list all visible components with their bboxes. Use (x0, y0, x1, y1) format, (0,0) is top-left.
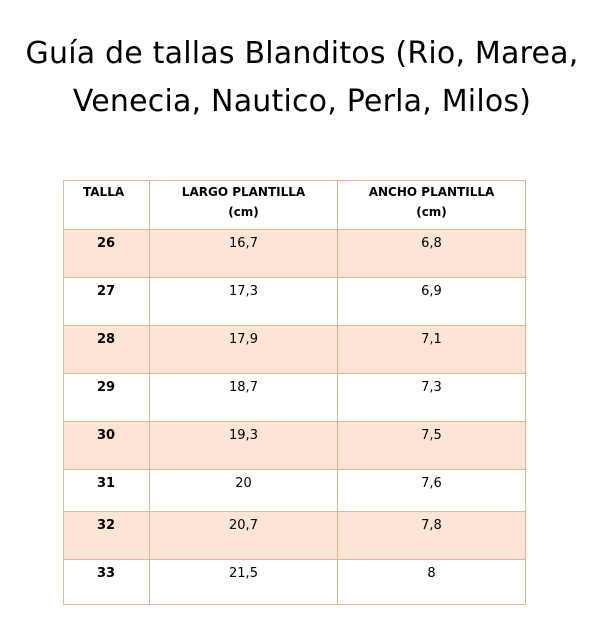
cell-talla: 30 (64, 422, 150, 470)
table-row (64, 560, 526, 605)
header-largo (150, 181, 338, 230)
table-row (64, 278, 526, 326)
cell-largo: 19,3 (150, 422, 338, 470)
cell-largo: 20,7 (150, 512, 338, 560)
cell-talla: 27 (64, 278, 150, 326)
header-ancho-label: ANCHO PLANTILLA (368, 185, 495, 199)
header-talla: TALLA (64, 181, 150, 230)
cell-talla: 29 (64, 374, 150, 422)
table-row (64, 374, 526, 422)
cell-ancho: 8 (338, 560, 526, 605)
size-guide-table (63, 180, 526, 605)
cell-ancho: 6,8 (338, 230, 526, 278)
table-header-row (64, 181, 526, 230)
cell-talla: 32 (64, 512, 150, 560)
table-row (64, 470, 526, 512)
cell-largo: 16,7 (150, 230, 338, 278)
cell-talla: 28 (64, 326, 150, 374)
table-row (64, 230, 526, 278)
table-row (64, 422, 526, 470)
table-row (64, 326, 526, 374)
cell-ancho: 7,1 (338, 326, 526, 374)
header-largo-unit: (cm) (228, 205, 259, 219)
cell-ancho: 7,6 (338, 470, 526, 512)
title-line-1: Guía de tallas Blanditos (Rio, Marea, (25, 36, 579, 71)
cell-ancho: 7,3 (338, 374, 526, 422)
title-line-2: Venecia, Nautico, Perla, Milos) (72, 84, 532, 119)
cell-ancho: 7,8 (338, 512, 526, 560)
cell-talla: 26 (64, 230, 150, 278)
cell-largo: 21,5 (150, 560, 338, 605)
cell-largo: 17,3 (150, 278, 338, 326)
cell-ancho: 7,5 (338, 422, 526, 470)
page-title (0, 30, 604, 126)
cell-talla: 31 (64, 470, 150, 512)
cell-talla: 33 (64, 560, 150, 605)
cell-largo: 17,9 (150, 326, 338, 374)
header-ancho-unit: (cm) (416, 205, 447, 219)
cell-largo: 18,7 (150, 374, 338, 422)
table-row (64, 512, 526, 560)
header-largo-label: LARGO PLANTILLA (181, 185, 306, 199)
cell-largo: 20 (150, 470, 338, 512)
header-ancho (338, 181, 526, 230)
cell-ancho: 6,9 (338, 278, 526, 326)
